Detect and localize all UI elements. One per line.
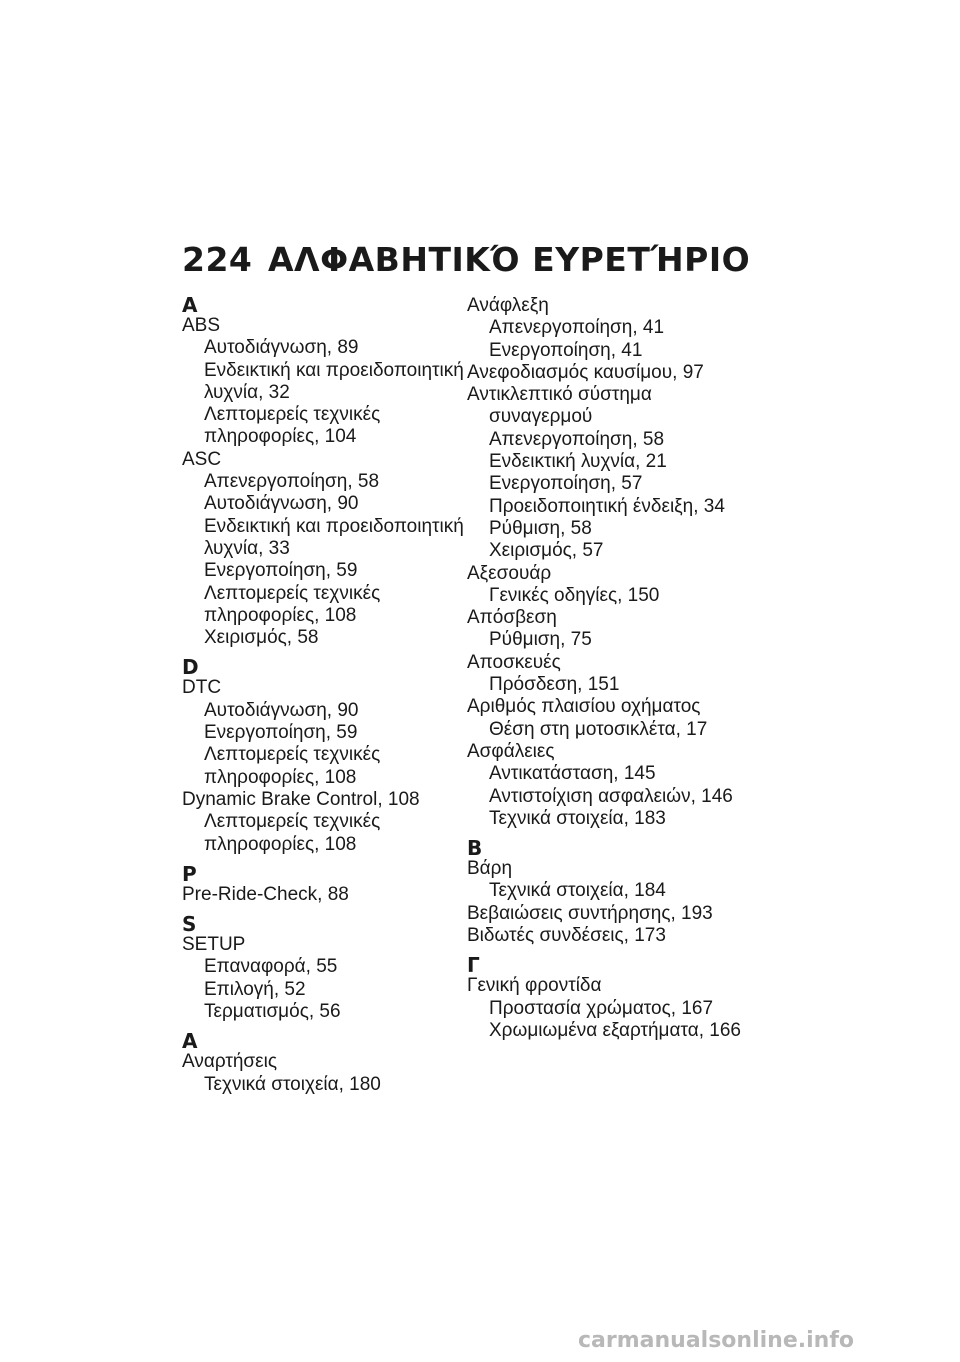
watermark: carmanualsonline.info: [578, 1328, 854, 1353]
section-letter: D: [182, 655, 199, 680]
index-subterm: Ενεργοποίηση, 41: [489, 339, 643, 361]
index-subterm: Χειρισμός, 58: [204, 627, 319, 649]
index-subterm: Προειδοποιητική ένδειξη, 34: [489, 495, 725, 517]
index-subterm: Προστασία χρώματος, 167: [489, 997, 714, 1019]
index-subterm: Αυτοδιάγνωση, 90: [204, 493, 359, 515]
index-term: DTC: [182, 677, 222, 699]
index-term: Αξεσουάρ: [467, 562, 552, 584]
index-subterm: Αυτοδιάγνωση, 89: [204, 337, 359, 359]
index-column-left: [182, 295, 472, 1096]
index-term: ABS: [182, 315, 221, 336]
index-term: Αντικλεπτικό σύστημα: [467, 384, 652, 406]
index-subterm: Ενδεικτική και προειδοποιητική: [204, 515, 464, 537]
index-subterm: Ενδεικτική λυχνία, 21: [489, 451, 667, 473]
index-term: Βάρη: [467, 858, 513, 880]
index-term: Pre-Ride-Check, 88: [182, 883, 349, 905]
index-column-right: [467, 295, 757, 1042]
section-letter: Γ: [467, 953, 480, 978]
index-subterm: Λεπτομερείς τεχνικές: [204, 811, 381, 833]
index-subterm: Τερματισμός, 56: [204, 1001, 341, 1023]
index-subterm: Απενεργοποίηση, 58: [489, 428, 665, 450]
index-term: ASC: [182, 448, 222, 470]
index-subterm: Τεχνικά στοιχεία, 183: [489, 807, 666, 829]
index-subterm: Τεχνικά στοιχεία, 180: [204, 1073, 381, 1095]
page-title: ΑΛΦΑΒΗΤΙΚΌ ΕΥΡΕΤΉΡΙΟ: [268, 240, 751, 279]
index-subterm: Αντιστοίχιση ασφαλειών, 146: [489, 785, 733, 807]
index-term: SETUP: [182, 934, 246, 956]
index-term: Αποσκευές: [467, 651, 561, 673]
index-subterm: Τεχνικά στοιχεία, 184: [489, 880, 666, 902]
index-subterm: πληροφορίες, 108: [204, 766, 357, 788]
index-term: Dynamic Brake Control, 108: [182, 788, 420, 810]
index-subterm: Ρύθμιση, 75: [489, 629, 592, 651]
index-subterm: Πρόσδεση, 151: [489, 674, 620, 696]
index-subterm: Λεπτομερείς τεχνικές: [204, 582, 381, 604]
index-subterm: Ενεργοποίηση, 59: [204, 560, 358, 582]
index-subterm: Απενεργοποίηση, 41: [489, 317, 665, 339]
index-subterm: πληροφορίες, 104: [204, 426, 357, 448]
index-subterm: Ενδεικτική και προειδοποιητική: [204, 359, 464, 381]
section-letter: Β: [467, 836, 483, 861]
index-subterm: Επιλογή, 52: [204, 978, 306, 1000]
index-subterm: Γενικές οδηγίες, 150: [489, 584, 660, 606]
index-subterm: Επαναφορά, 55: [204, 956, 338, 978]
index-subterm: Ενεργοποίηση, 57: [489, 473, 643, 495]
index-subterm: Απενεργοποίηση, 58: [204, 471, 380, 493]
index-term: Ασφάλειες: [467, 740, 555, 762]
index-term: Ανεφοδιασμός καυσίμου, 97: [467, 361, 704, 383]
index-term: Αναρτήσεις: [182, 1051, 277, 1073]
index-subterm: λυχνία, 32: [204, 381, 290, 403]
index-subterm: Αυτοδιάγνωση, 90: [204, 699, 359, 721]
index-subterm: Ρύθμιση, 58: [489, 517, 592, 539]
index-subterm: Θέση στη μοτοσικλέτα, 17: [489, 718, 708, 740]
index-subterm: Αντικατάσταση, 145: [489, 763, 656, 785]
index-subterm: λυχνία, 33: [204, 537, 290, 559]
section-letter: Α: [182, 1029, 198, 1054]
index-subterm: συναγερμού: [489, 406, 593, 428]
index-term: Γενική φροντίδα: [467, 975, 602, 997]
page-header: [182, 240, 750, 279]
index-term: Ανάφλεξη: [467, 295, 549, 316]
index-subterm: Ενεργοποίηση, 59: [204, 722, 358, 744]
section-letter: A: [182, 293, 198, 317]
index-subterm: πληροφορίες, 108: [204, 604, 357, 626]
index-subterm: Χρωμιωμένα εξαρτήματα, 166: [489, 1019, 741, 1041]
index-term: Απόσβεση: [467, 607, 557, 629]
index-subterm: Χειρισμός, 57: [489, 540, 604, 562]
page-number: 224: [182, 240, 253, 279]
index-term: Βεβαιώσεις συντήρησης, 193: [467, 902, 713, 924]
index-subterm: Λεπτομερείς τεχνικές: [204, 744, 381, 766]
section-letter: S: [182, 912, 197, 937]
index-subterm: Λεπτομερείς τεχνικές: [204, 404, 381, 426]
section-letter: P: [182, 861, 197, 886]
index-term: Βιδωτές συνδέσεις, 173: [467, 925, 666, 947]
index-term: Αριθμός πλαισίου οχήματος: [467, 696, 701, 718]
index-subterm: πληροφορίες, 108: [204, 833, 357, 855]
